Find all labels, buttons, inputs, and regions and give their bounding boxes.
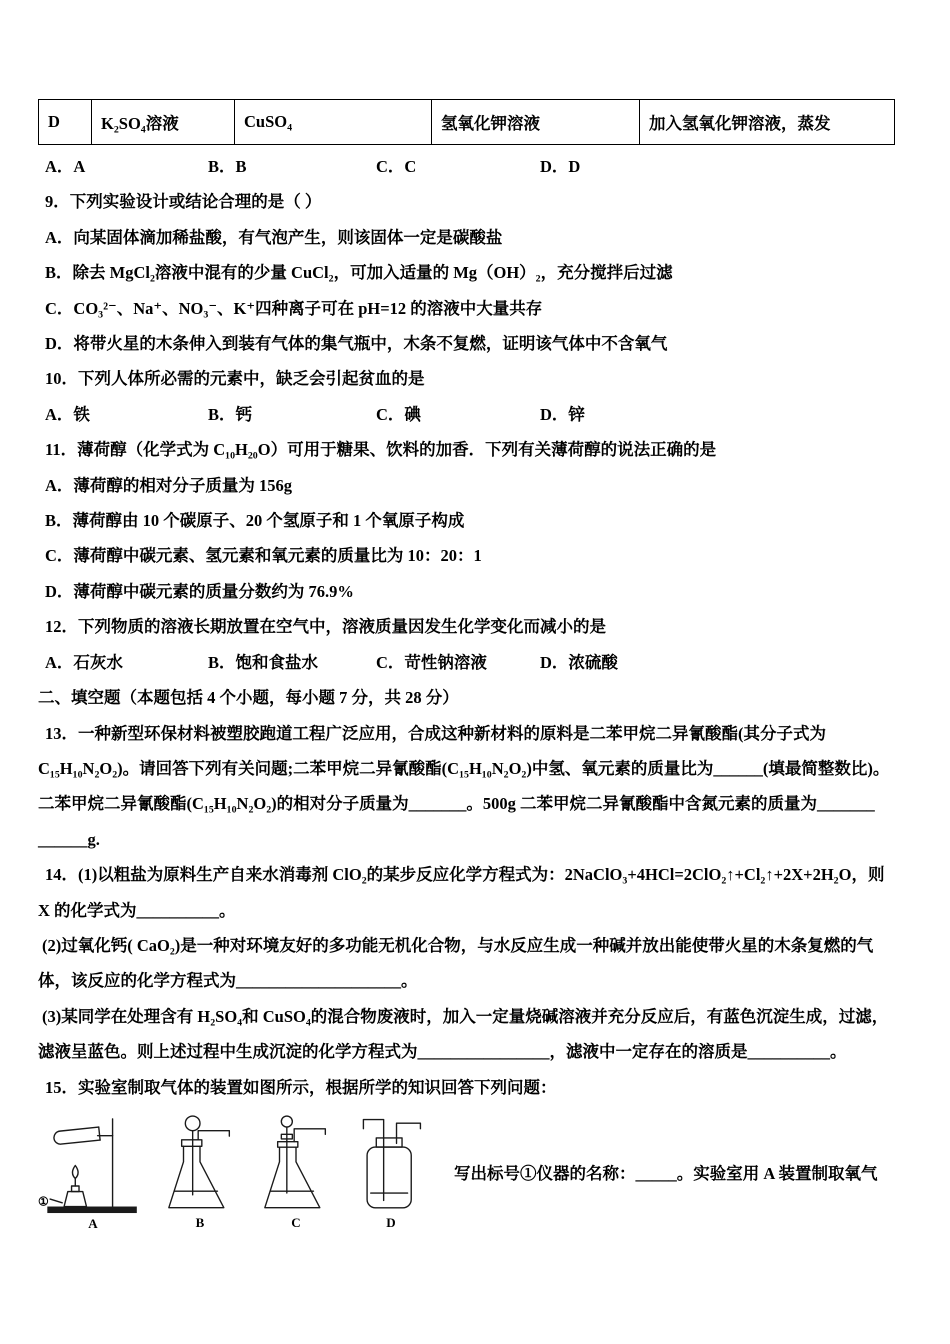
q9-option-c: C．CO₃²⁻、Na⁺、NO₃⁻、K⁺四种离子可在 pH=12 的溶液中大量共存	[45, 298, 543, 318]
q12-option-a: A．石灰水	[45, 652, 123, 672]
q14-line-4: 体，该反应的化学方程式为____________________。	[38, 971, 418, 991]
apparatus-c-diagram	[252, 1114, 340, 1217]
q8-answer-d: D．D	[540, 157, 581, 176]
q13-line-2: C₁₅H₁₀N₂O₂)。请回答下列有关问题;二苯甲烷二异氰酸酯(C₁₅H₁₀N₂O₂)中氢、氧元素的质量比为______(填最简整数比)。	[38, 758, 890, 778]
q14-line-6: 滤液呈蓝色。则上述过程中生成沉淀的化学方程式为________________，滤液中一定存在的溶质是__________。	[38, 1042, 847, 1062]
q8-answer-b: B．B	[208, 157, 247, 176]
q13-line-3: 二苯甲烷二异氰酸酯(C₁₅H₁₀N₂O₂)的相对分子质量为_______。500g 二苯甲烷二异氰酸酯中含氮元素的质量为_______	[38, 794, 875, 814]
q8-answer-row	[38, 149, 910, 184]
q9-option-b: B．除去 MgCl₂溶液中混有的少量 CuCl₂，可加入适量的 Mg（OH）₂，充分搅拌后过滤	[45, 263, 673, 283]
table-cell-reagent: 氢氧化钾溶液	[432, 100, 640, 145]
table-cell-operation: 加入氢氧化钾溶液，蒸发	[640, 100, 895, 145]
table-cell-option: D	[39, 100, 92, 145]
question-8-table	[38, 99, 895, 145]
q9-option-d: D．将带火星的木条伸入到装有气体的集气瓶中，木条不复燃，证明该气体中不含氧气	[45, 334, 668, 354]
apparatus-a-label: A	[88, 1215, 98, 1231]
q10-option-d: D．锌	[540, 404, 585, 424]
q10-option-c: C．碘	[376, 404, 421, 424]
q14-line-1: 14．(1)以粗盐为原料生产自来水消毒剂 ClO₂的某步反应化学方程式为：2NaClO₃+4HCl=2ClO₂↑+Cl₂↑+2X+2H₂O，则	[45, 865, 885, 885]
q11-stem: 11．薄荷醇（化学式为 C₁₀H₂₀O）可用于糖果、饮料的加香．下列有关薄荷醇的说法正确的是	[45, 440, 717, 460]
apparatus-a	[38, 1113, 148, 1232]
table-row	[39, 100, 895, 145]
apparatus-a-diagram	[38, 1113, 148, 1218]
q12-stem: 12．下列物质的溶液长期放置在空气中，溶液质量因发生化学变化而减小的是	[45, 617, 606, 637]
q13-line-1: 13．一种新型环保材料被塑胶跑道工程广泛应用，合成这种新材料的原料是二苯甲烷二异氰酸酯(其分子式为	[45, 723, 826, 743]
q12-option-b: B．饱和食盐水	[208, 652, 319, 672]
q14-line-3: (2)过氧化钙( CaO₂)是一种对环境友好的多功能无机化合物，与水反应生成一种碱并放出能使带火星的木条复燃的气	[42, 935, 874, 955]
q8-answer-c: C．C	[376, 157, 417, 176]
q15-prompt: 写出标号①仪器的名称：_____。实验室用 A 装置制取氧气	[454, 1164, 878, 1184]
q12-options	[38, 645, 910, 680]
apparatus-b-label: B	[195, 1214, 205, 1230]
q14-line-5: (3)某同学在处理含有 H₂SO₄和 CuSO₄的混合物废液时，加入一定量烧碱溶液并充分反应后，有蓝色沉淀生成，过滤，	[42, 1006, 889, 1026]
apparatus-c-label: C	[291, 1214, 301, 1230]
apparatus-d-diagram	[348, 1114, 434, 1217]
q11-option-b: B．薄荷醇由 10 个碳原子、20 个氢原子和 1 个氧原子构成	[45, 511, 465, 531]
apparatus-c	[252, 1114, 340, 1231]
q11-option-a: A．薄荷醇的相对分子质量为 156g	[45, 475, 293, 495]
q10-stem: 10．下列人体所必需的元素中，缺乏会引起贫血的是	[45, 369, 425, 389]
q12-option-d: D．浓硫酸	[540, 652, 618, 672]
q14-line-2: X 的化学式为__________。	[38, 900, 236, 920]
table-cell-solution1: K₂SO₄溶液	[92, 100, 235, 145]
circled-1-label: ①	[38, 1194, 49, 1209]
q11-option-d: D．薄荷醇中碳元素的质量分数约为 76.9%	[45, 581, 354, 601]
q11-option-c: C．薄荷醇中碳元素、氢元素和氧元素的质量比为 10：20：1	[45, 546, 482, 566]
q15-stem: 15．实验室制取气体的装置如图所示，根据所学的知识回答下列问题：	[45, 1077, 557, 1097]
q10-option-a: A．铁	[45, 404, 90, 424]
q10-options	[38, 397, 910, 432]
q12-option-c: C．苛性钠溶液	[376, 652, 487, 672]
q9-stem: 9．下列实验设计或结论合理的是（ ）	[45, 192, 322, 212]
q10-option-b: B．钙	[208, 404, 253, 424]
apparatus-b-diagram	[156, 1114, 244, 1217]
apparatus-b	[156, 1114, 244, 1231]
q13-line-4: ______g.	[38, 829, 100, 849]
table-cell-impurity: CuSO₄	[235, 100, 432, 145]
section-2-header: 二、填空题（本题包括 4 个小题，每小题 7 分，共 28 分）	[38, 688, 459, 708]
apparatus-d-label: D	[386, 1214, 396, 1230]
apparatus-d	[348, 1114, 434, 1231]
apparatus-figure	[38, 1113, 910, 1232]
q8-answer-a: A．A	[45, 157, 86, 176]
q9-option-a: A．向某固体滴加稀盐酸，有气泡产生，则该固体一定是碳酸盐	[45, 227, 503, 247]
